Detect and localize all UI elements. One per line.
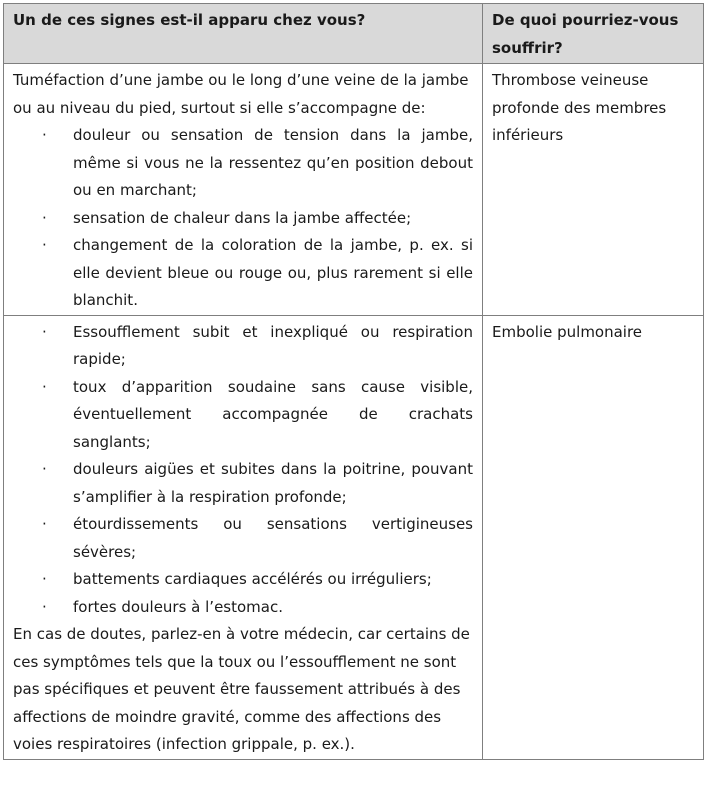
sign-text: changement de la coloration de la jambe, p. ex. si elle devient bleue ou rouge ou, plus rarement si elle blanchit. — [73, 236, 473, 309]
dvt-sign-list — [13, 122, 473, 315]
table-header-row — [4, 4, 704, 64]
list-item — [13, 566, 473, 594]
bullet-icon: · — [42, 208, 47, 227]
signs-cell-pe — [4, 315, 483, 759]
signs-cell-dvt — [4, 64, 483, 316]
list-item — [13, 122, 473, 205]
bullet-icon: · — [42, 377, 47, 396]
symptoms-table — [3, 3, 704, 760]
table-row-dvt — [4, 64, 704, 316]
list-item — [13, 205, 473, 233]
bullet-icon: · — [42, 515, 47, 533]
list-item — [13, 319, 473, 374]
sign-text: douleurs aigües et subites dans la poitrine, pouvant s’amplifier à la respiration profonde; — [73, 460, 473, 506]
bullet-icon: · — [42, 236, 47, 254]
sign-text: battements cardiaques accélérés ou irréguliers; — [73, 570, 432, 588]
bullet-icon: · — [42, 460, 47, 478]
bullet-icon: · — [42, 322, 47, 341]
bullet-icon: · — [42, 597, 47, 616]
sign-text: douleur ou sensation de tension dans la jambe, même si vous ne la ressentez qu’en position debout ou en marchant; — [73, 126, 473, 199]
list-item — [13, 232, 473, 315]
list-item — [13, 511, 473, 566]
sign-text: sensation de chaleur dans la jambe affectée; — [73, 208, 412, 227]
sign-text: toux d’apparition soudaine sans cause visible, éventuellement accompagnée de crachats sanglants; — [73, 377, 473, 451]
list-item — [13, 456, 473, 511]
condition-cell-pe: Embolie pulmonaire — [483, 315, 704, 759]
pe-note: En cas de doutes, parlez-en à votre médecin, car certains de ces symptômes tels que la toux ou l’essoufflement ne sont pas spécifiques et peuvent être faussement attribués à des affections de moindre gravité, comme des affections des voies respiratoires (infection grippale, p. ex.). — [13, 625, 470, 753]
bullet-icon: · — [42, 570, 47, 588]
pe-sign-list — [13, 319, 473, 622]
list-item — [13, 594, 473, 622]
sign-text: étourdissements ou sensations vertigineuses sévères; — [73, 515, 473, 561]
header-condition: De quoi pourriez-vous souffrir? — [483, 4, 704, 64]
list-item — [13, 374, 473, 457]
sign-text: Essoufflement subit et inexpliqué ou respiration rapide; — [73, 322, 473, 368]
header-signs: Un de ces signes est-il apparu chez vous? — [4, 4, 483, 64]
dvt-intro: Tuméfaction d’une jambe ou le long d’une veine de la jambe ou au niveau du pied, surtout si elle s’accompagne de: — [13, 71, 469, 117]
condition-cell-dvt: Thrombose veineuse profonde des membres inférieurs — [483, 64, 704, 316]
sign-text: fortes douleurs à l’estomac. — [73, 597, 283, 616]
table-row-pe — [4, 315, 704, 759]
bullet-icon: · — [42, 126, 47, 144]
